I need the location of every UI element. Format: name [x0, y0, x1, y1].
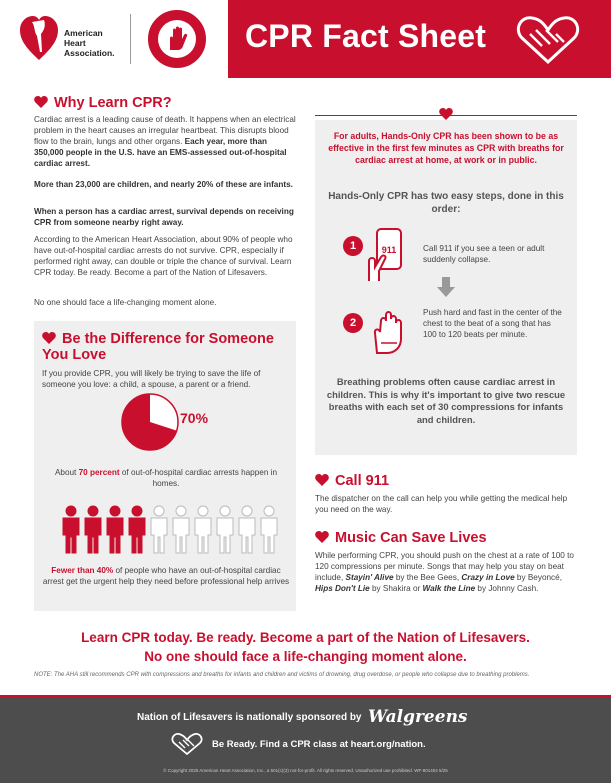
copyright: © Copyright 2025 American Heart Association, Inc., a 501(c)(3) not-for-profit. All rights reserved. Unauthorized use prohibited. WF-801404 5/25: [163, 768, 448, 773]
nation-of-lifesavers-seal: [148, 10, 206, 68]
pie-caption: About 70 percent of out-of-hospital cardiac arrests happen in homes.: [54, 468, 278, 488]
hand-heart-icon: [166, 26, 188, 52]
breathing-note: Breathing problems often cause cardiac arrest in children. This is why it's important to give two rescue breaths with each set of 30 compressions for infants and children.: [326, 376, 566, 425]
why-paragraph-1: Cardiac arrest is a leading cause of death. It happens when an electrical problem in the heart causes an irregular heartbeat. This disrupts blood flow to the brain, lungs and other organs. Each year, more than 350,000 people in the U.S. have an EMS-assessed out-of-hospital cardiac arrest.: [34, 115, 296, 168]
phone-911-icon: [367, 227, 409, 283]
footer-rule: [0, 695, 611, 698]
hands-only-intro: For adults, Hands-Only CPR has been shown to be as effective in the first few minutes as CPR with breaths for cardiac arrest at home, at work or in public.: [328, 131, 564, 165]
person-icon-highlighted: [107, 506, 123, 553]
heart-icon: [42, 332, 56, 344]
aha-heart-torch-logo: [18, 12, 60, 62]
step-2-text: Push hard and fast in the center of the chest to the beat of a song that has 100 to 120 beats per minute.: [423, 308, 562, 339]
person-icon: [195, 506, 211, 553]
heart-icon: [34, 96, 48, 108]
music-text: While performing CPR, you should push on the chest at a rate of 100 to 120 compressions per minute. Songs that may help you stay on beat include, Stayin' Alive by the Bee Gees, Crazy in Love by Beyoncé, Hips Don't Lie by Shakira or Walk the Line by Johnny Cash.: [315, 551, 574, 593]
why-paragraph-3: When a person has a cardiac arrest, survival depends on receiving CPR from someone nearby right away.: [34, 207, 294, 227]
person-icon-highlighted: [85, 506, 101, 553]
person-icon: [217, 506, 233, 553]
header: [0, 0, 611, 78]
holding-hands-heart-icon: [512, 12, 584, 66]
tagline-line-2: No one should face a life-changing moment alone.: [144, 649, 467, 664]
people-icon-array: [60, 505, 280, 555]
person-icon-highlighted: [63, 506, 79, 553]
hand-compression-icon: [367, 307, 411, 355]
why-paragraph-5: No one should face a life-changing moment alone.: [34, 298, 217, 307]
difference-paragraph: If you provide CPR, you will likely be trying to save the life of someone you love: a child, a spouse, a parent or a friend.: [42, 369, 261, 389]
page-title: CPR Fact Sheet: [245, 18, 487, 54]
music-heading: Music Can Save Lives: [315, 530, 487, 546]
call-911-heading: Call 911: [315, 473, 389, 489]
footnote: NOTE: The AHA still recommends CPR with compressions and breaths for infants and children and victims of drowning, drug overdose, or people who collapse due to breathing problems.: [34, 672, 530, 678]
step-2-badge: 2: [343, 313, 363, 333]
find-cpr-class-link[interactable]: Be Ready. Find a CPR class at heart.org/nation.: [212, 739, 426, 750]
step-1-badge: 1: [343, 236, 363, 256]
person-icon: [173, 506, 189, 553]
why-learn-cpr-heading: Why Learn CPR?: [34, 95, 172, 111]
heart-icon: [315, 531, 329, 543]
person-icon-highlighted: [129, 506, 145, 553]
step-1-text: Call 911 if you see a teen or adult suddenly collapse.: [423, 244, 545, 264]
arrow-down-icon: [437, 277, 455, 297]
why-paragraph-2: More than 23,000 are children, and nearly 20% of these are infants.: [34, 180, 293, 189]
walgreens-logo: Walgreens: [368, 707, 468, 727]
people-caption: Fewer than 40% of people who have an out-of-hospital cardiac arrest get the urgent help they need before professional help arrives: [42, 566, 290, 586]
person-icon: [239, 506, 255, 553]
heart-icon: [439, 108, 453, 120]
logo-area: [0, 0, 228, 78]
org-name: American Heart Association.: [64, 28, 115, 58]
call-911-text: The dispatcher on the call can help you while getting the medical help you need on the way.: [315, 494, 568, 514]
be-the-difference-heading: Be the Difference for Someone You Love: [42, 331, 274, 363]
tagline-line-1: Learn CPR today. Be ready. Become a part of the Nation of Lifesavers.: [81, 630, 530, 645]
tagline: [34, 628, 577, 666]
homes-pie-chart: [120, 392, 180, 452]
svg-text:911: 911: [381, 245, 397, 255]
why-paragraph-4: According to the American Heart Association, about 90% of people who have out-of-hospital cardiac arrests do not survive. CPR, especially if performed right away, can double or triple the chance of survival. Learn CPR today. Be ready. Become a part of the Nation of Lifesavers.: [34, 235, 293, 277]
person-icon: [151, 506, 167, 553]
sponsor-text: Nation of Lifesavers is nationally sponsored by: [137, 712, 362, 723]
person-icon: [261, 506, 277, 553]
holding-hands-heart-icon: [170, 732, 204, 756]
pie-percent-label: 70%: [180, 410, 209, 426]
logo-divider: [130, 14, 131, 64]
steps-title: Hands-Only CPR has two easy steps, done in this order:: [328, 191, 564, 215]
heart-icon: [315, 474, 329, 486]
